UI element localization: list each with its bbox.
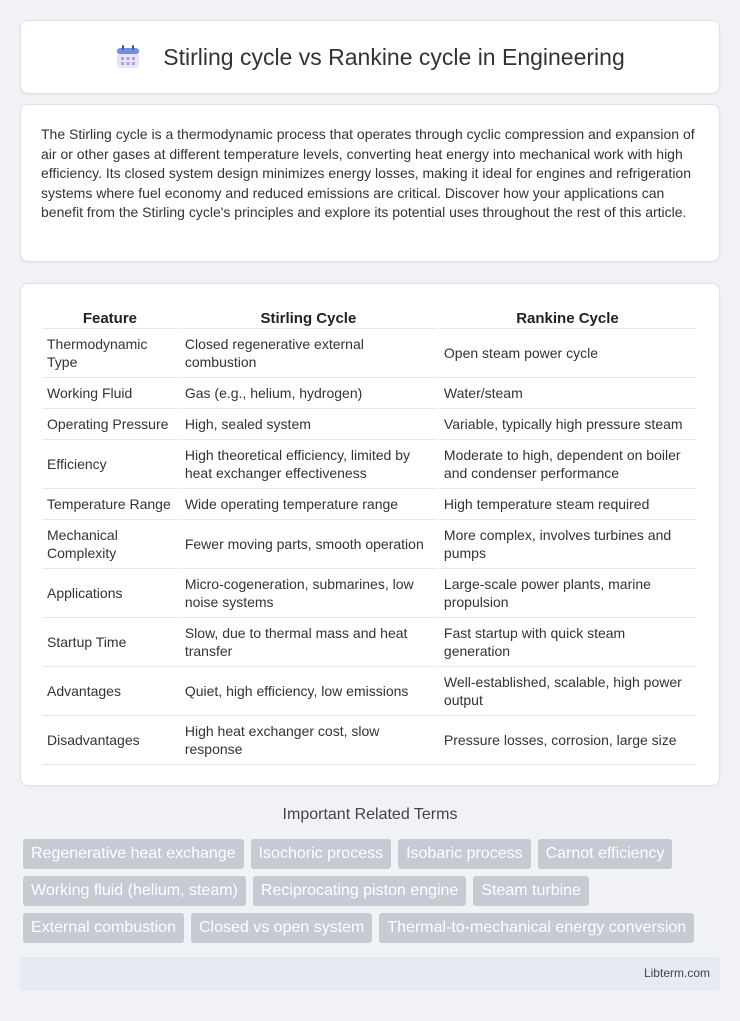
footer-brand-link[interactable]: Libterm.com <box>643 966 710 980</box>
intro-card <box>20 104 720 262</box>
table-row <box>42 329 696 378</box>
intro-text: The Stirling cycle is a thermodynamic process that operates through cyclic compression and expansion of air or other gases at different temperature levels, converting heat energy into mechanical work with high efficiency. Its closed system design minimizes energy losses, making it ideal for engines and refrigeration systems where fuel economy and reduced emissions are critical. Discover how your applications can benefit from the Stirling cycle's principles and explore its potential uses throughout the rest of this article. <box>41 126 695 221</box>
header-rankine: Rankine Cycle <box>439 304 696 329</box>
table-cell: Working Fluid <box>42 378 178 409</box>
footer <box>20 957 720 991</box>
table-cell: Fast startup with quick steam generation <box>439 618 696 667</box>
table-cell: Open steam power cycle <box>439 329 696 378</box>
table-row <box>42 520 696 569</box>
table-cell: High, sealed system <box>180 409 437 440</box>
table-cell: Large-scale power plants, marine propulsion <box>439 569 696 618</box>
term-tag[interactable]: Reciprocating piston engine <box>253 876 466 906</box>
term-tag[interactable]: Regenerative heat exchange <box>23 839 244 869</box>
table-cell: Startup Time <box>42 618 178 667</box>
table-cell: Thermodynamic Type <box>42 329 178 378</box>
header-feature: Feature <box>42 304 178 329</box>
table-cell: Slow, due to thermal mass and heat transfer <box>180 618 437 667</box>
table-cell: Closed regenerative external combustion <box>180 329 437 378</box>
term-tag[interactable]: External combustion <box>23 913 184 943</box>
table-cell: More complex, involves turbines and pumps <box>439 520 696 569</box>
table-cell: Disadvantages <box>42 716 178 765</box>
calendar-icon <box>115 44 141 70</box>
table-row <box>42 569 696 618</box>
table-cell: Applications <box>42 569 178 618</box>
table-row <box>42 409 696 440</box>
table-cell: Pressure losses, corrosion, large size <box>439 716 696 765</box>
page-title: Stirling cycle vs Rankine cycle in Engineering <box>163 43 625 70</box>
table-cell: Gas (e.g., helium, hydrogen) <box>180 378 437 409</box>
term-tag[interactable]: Carnot efficiency <box>538 839 673 869</box>
table-cell: Moderate to high, dependent on boiler and condenser performance <box>439 440 696 489</box>
table-cell: High theoretical efficiency, limited by heat exchanger effectiveness <box>180 440 437 489</box>
term-tag[interactable]: Isobaric process <box>398 839 531 869</box>
table-cell: Quiet, high efficiency, low emissions <box>180 667 437 716</box>
table-cell: High temperature steam required <box>439 489 696 520</box>
related-terms <box>23 839 723 950</box>
table-cell: Well-established, scalable, high power output <box>439 667 696 716</box>
table-row <box>42 667 696 716</box>
table-cell: Micro-cogeneration, submarines, low noise systems <box>180 569 437 618</box>
comparison-table <box>40 304 698 765</box>
table-cell: Temperature Range <box>42 489 178 520</box>
table-cell: Fewer moving parts, smooth operation <box>180 520 437 569</box>
table-row <box>42 618 696 667</box>
table-row <box>42 716 696 765</box>
header-card <box>20 20 720 94</box>
term-row <box>23 839 723 869</box>
table-cell: Water/steam <box>439 378 696 409</box>
table-cell: Efficiency <box>42 440 178 489</box>
table-row <box>42 378 696 409</box>
table-cell: Operating Pressure <box>42 409 178 440</box>
related-terms-title: Important Related Terms <box>282 806 458 823</box>
table-cell: Wide operating temperature range <box>180 489 437 520</box>
table-row <box>42 489 696 520</box>
term-tag[interactable]: Closed vs open system <box>191 913 372 943</box>
term-tag[interactable]: Steam turbine <box>473 876 589 906</box>
header-stirling: Stirling Cycle <box>180 304 437 329</box>
table-cell: Mechanical Complexity <box>42 520 178 569</box>
comparison-table-card <box>20 283 720 786</box>
term-tag[interactable]: Thermal-to-mechanical energy conversion <box>379 913 694 943</box>
term-tag[interactable]: Isochoric process <box>251 839 392 869</box>
table-row <box>42 440 696 489</box>
table-cell: Variable, typically high pressure steam <box>439 409 696 440</box>
table-header-row <box>42 304 696 329</box>
term-row <box>23 876 723 906</box>
table-cell: High heat exchanger cost, slow response <box>180 716 437 765</box>
table-cell: Advantages <box>42 667 178 716</box>
term-tag[interactable]: Working fluid (helium, steam) <box>23 876 246 906</box>
term-row <box>23 913 723 943</box>
